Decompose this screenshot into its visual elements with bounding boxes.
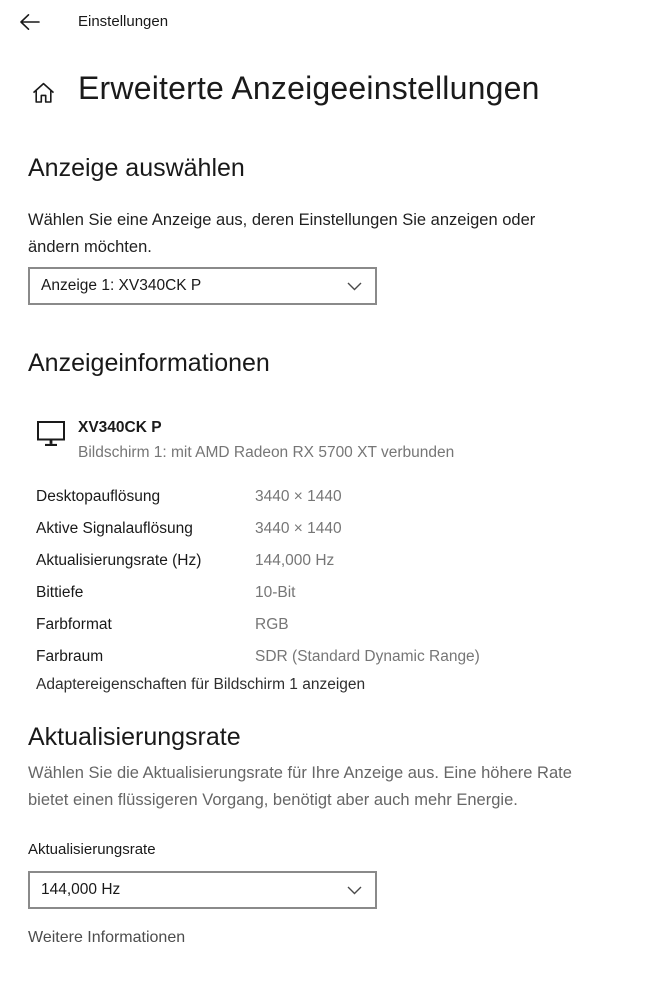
info-value: RGB (255, 616, 289, 633)
info-row (36, 513, 596, 545)
choose-display-heading: Anzeige auswählen (28, 154, 245, 182)
device-name: XV340CK P (78, 419, 162, 436)
info-label: Desktopauflösung (36, 488, 161, 505)
info-label: Farbraum (36, 648, 104, 665)
info-value: 144,000 Hz (255, 552, 335, 569)
refresh-rate-value: 144,000 Hz (41, 881, 121, 898)
display-info-table (36, 481, 596, 673)
info-label: Bittiefe (36, 584, 84, 601)
choose-display-description: Wählen Sie eine Anzeige aus, deren Einstellungen Sie anzeigen oder ändern möchten. (28, 211, 536, 256)
info-value: 3440 × 1440 (255, 488, 342, 505)
chevron-down-icon (347, 282, 362, 291)
refresh-rate-dropdown[interactable] (28, 871, 377, 909)
info-value: SDR (Standard Dynamic Range) (255, 648, 480, 665)
more-info-link[interactable]: Weitere Informationen (28, 929, 186, 946)
home-icon (31, 81, 56, 105)
display-info-heading: Anzeigeinformationen (28, 349, 270, 377)
refresh-rate-heading: Aktualisierungsrate (28, 723, 241, 751)
info-label: Aktualisierungsrate (Hz) (36, 552, 202, 569)
page-title: Erweiterte Anzeigeeinstellungen (78, 70, 540, 106)
device-connection: Bildschirm 1: mit AMD Radeon RX 5700 XT verbunden (78, 444, 455, 461)
info-row (36, 481, 596, 513)
back-button[interactable] (16, 8, 44, 36)
info-row (36, 577, 596, 609)
info-label: Farbformat (36, 616, 112, 633)
info-row (36, 545, 596, 577)
adapter-properties-link[interactable]: Adaptereigenschaften für Bildschirm 1 anzeigen (36, 676, 366, 693)
app-title: Einstellungen (78, 13, 169, 30)
info-row (36, 609, 596, 641)
info-value: 10-Bit (255, 584, 296, 601)
refresh-rate-description: Wählen Sie die Aktualisierungsrate für Ihre Anzeige aus. Eine höhere Rate bietet einen flüssigeren Vorgang, benötigt aber auch mehr Energie. (28, 764, 572, 809)
display-select-dropdown[interactable] (28, 267, 377, 305)
info-row (36, 641, 596, 673)
refresh-rate-dropdown-label: Aktualisierungsrate (28, 841, 156, 858)
chevron-down-icon (347, 886, 362, 895)
monitor-icon (37, 421, 65, 448)
display-select-value: Anzeige 1: XV340CK P (41, 277, 202, 294)
back-arrow-icon (19, 13, 41, 31)
info-value: 3440 × 1440 (255, 520, 342, 537)
info-label: Aktive Signalauflösung (36, 520, 193, 537)
